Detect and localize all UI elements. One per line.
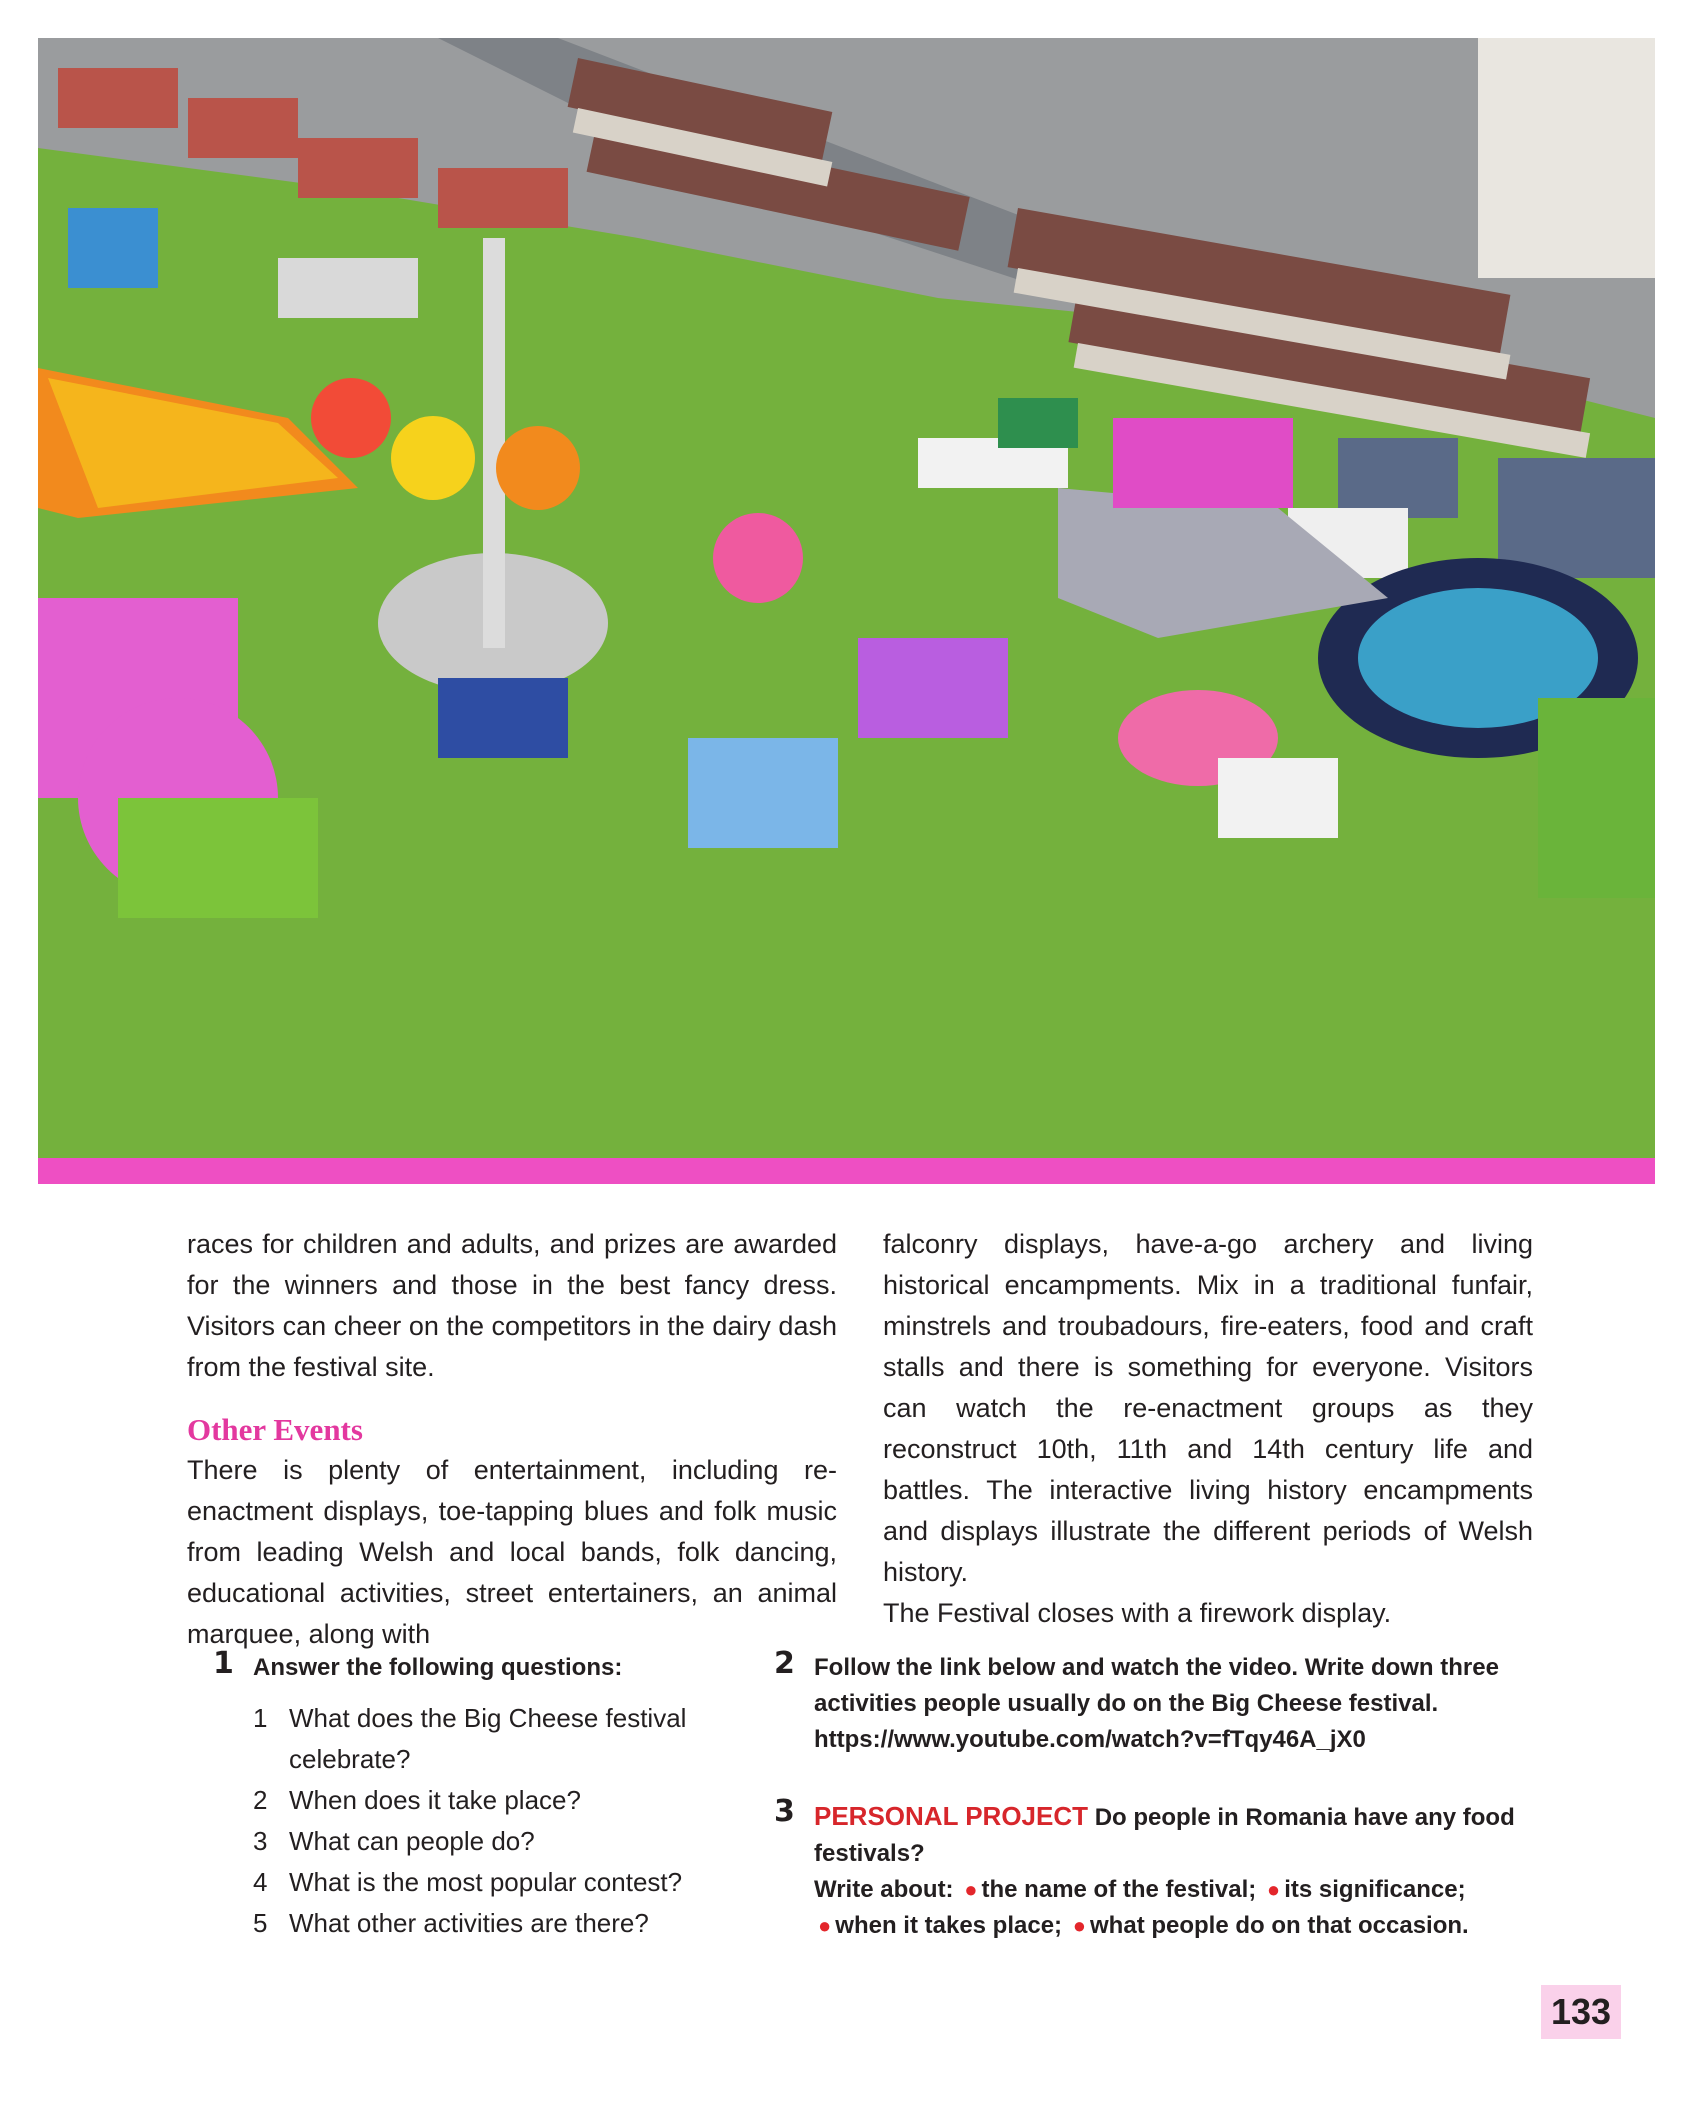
fairground-illustration <box>38 38 1655 1158</box>
exercise-2-text: Follow the link below and watch the video. Write down three activities people usually do on the Big Cheese festival. <box>814 1654 1499 1717</box>
exercise-1 <box>213 1646 773 1944</box>
aerial-fairground-photo <box>38 38 1655 1158</box>
bullet-icon: ● <box>1266 1877 1281 1902</box>
bullet-icon: ● <box>818 1913 832 1938</box>
question-item: 5 What other activities are there? <box>253 1908 649 1938</box>
write-point: what people do on that occasion. <box>1090 1912 1469 1939</box>
question-list <box>253 1698 773 1944</box>
question-item: 3 What can people do? <box>253 1826 535 1856</box>
article-left-column <box>187 1224 837 1655</box>
exercise-3-question: Do people in Romania have any food festivals? <box>814 1804 1515 1867</box>
exercise-1-title: Answer the following questions: <box>253 1654 623 1681</box>
page-number: 133 <box>1541 1985 1621 2039</box>
section-heading-other-events: Other Events <box>187 1412 363 1447</box>
question-item: 1 What does the Big Cheese festival celebrate? <box>253 1703 687 1774</box>
write-about-label: Write about: <box>814 1876 954 1903</box>
personal-project-label: PERSONAL PROJECT <box>814 1801 1089 1831</box>
question-item: 4 What is the most popular contest? <box>253 1867 683 1897</box>
write-point: its significance; <box>1284 1876 1466 1903</box>
article-right-body: falconry displays, have-a-go archery and living historical encampments. Mix in a traditional funfair, minstrels and troubadours, fire-eaters, food and craft stalls and there is something for everyone. Visitors can watch the re-enactment groups as they reconstruct 10th, 11th and 14th century life and battles. The interactive living history encampments and displays illustrate the different periods of Welsh history. <box>883 1229 1533 1587</box>
exercise-2-number: 2 <box>774 1646 795 1681</box>
article-right-column <box>883 1224 1533 1634</box>
article-left-body: There is plenty of entertainment, including re-enactment displays, toe-tapping blues and folk music from leading Welsh and local bands, folk dancing, educational activities, street entertainers, an animal marquee, along with <box>187 1455 837 1649</box>
exercise-3 <box>774 1794 1564 1944</box>
pink-divider-band <box>38 1158 1655 1184</box>
exercise-3-number: 3 <box>774 1794 795 1829</box>
exercise-2 <box>774 1646 1534 1758</box>
video-link[interactable]: https://www.youtube.com/watch?v=fTqy46A_jX0 <box>814 1726 1366 1753</box>
article-left-intro: races for children and adults, and prizes are awarded for the winners and those in the best fancy dress. Visitors can cheer on the competitors in the dairy dash from the festival site. <box>187 1229 837 1382</box>
exercise-1-number: 1 <box>213 1646 234 1681</box>
article-right-close: The Festival closes with a firework display. <box>883 1598 1392 1628</box>
bullet-icon: ● <box>964 1877 978 1902</box>
question-item: 2 When does it take place? <box>253 1785 581 1815</box>
bullet-icon: ● <box>1072 1913 1087 1938</box>
write-point: the name of the festival; <box>981 1876 1257 1903</box>
write-point: when it takes place; <box>835 1912 1063 1939</box>
